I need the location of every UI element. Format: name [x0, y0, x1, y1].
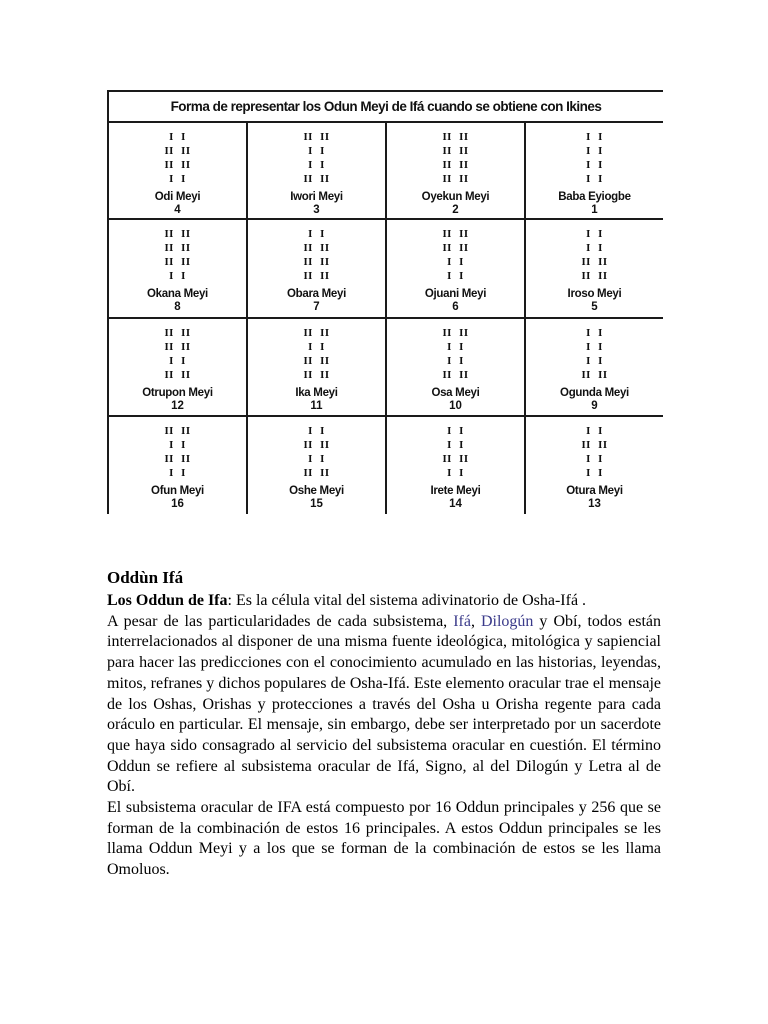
- odun-mark-line: I I: [586, 455, 603, 465]
- odun-mark-line: II II: [303, 371, 330, 381]
- link-dilogun[interactable]: Dilogún: [480, 612, 534, 630]
- odun-mark-line: II II: [442, 133, 469, 143]
- odun-mark-line: I I: [308, 343, 325, 353]
- odun-number: 2: [452, 204, 459, 216]
- odun-marks: [303, 327, 329, 383]
- odun-mark-line: I I: [308, 161, 325, 171]
- odun-mark-line: II II: [164, 371, 191, 381]
- odun-mark-line: I I: [586, 469, 603, 479]
- odun-mark-line: II II: [164, 343, 191, 353]
- paragraph-text: A pesar de las particularidades de cada subsistema,: [107, 612, 454, 630]
- odun-mark-line: II II: [442, 161, 469, 171]
- odun-number: 3: [313, 204, 320, 216]
- odun-cell: [526, 220, 663, 319]
- odun-mark-line: I I: [169, 175, 186, 185]
- odun-name: Oyekun Meyi: [421, 191, 490, 203]
- odun-marks: [164, 228, 190, 284]
- odun-number: 9: [591, 400, 598, 412]
- odun-mark-line: II II: [303, 357, 330, 367]
- odun-mark-line: I I: [447, 343, 464, 353]
- odun-mark-line: II II: [581, 371, 608, 381]
- odun-mark-line: I I: [447, 272, 464, 282]
- odun-cell: [109, 417, 248, 514]
- odun-mark-line: I I: [447, 441, 464, 451]
- odun-meyi-figure: [107, 90, 663, 514]
- odun-mark-line: I I: [308, 230, 325, 240]
- odun-mark-line: II II: [303, 258, 330, 268]
- odun-marks: [581, 327, 607, 383]
- odun-number: 7: [313, 301, 320, 313]
- odun-number: 14: [449, 498, 462, 510]
- odun-cell: [526, 123, 663, 220]
- odun-mark-line: II II: [303, 175, 330, 185]
- odun-mark-line: II II: [442, 371, 469, 381]
- odun-mark-line: I I: [169, 469, 186, 479]
- odun-mark-line: II II: [303, 469, 330, 479]
- odun-mark-line: I I: [169, 441, 186, 451]
- odun-mark-line: I I: [447, 357, 464, 367]
- odun-number: 4: [174, 204, 181, 216]
- odun-cell: [526, 319, 663, 417]
- odun-name: Iwori Meyi: [290, 191, 343, 203]
- odun-mark-line: II II: [164, 230, 191, 240]
- odun-mark-line: I I: [308, 427, 325, 437]
- odun-mark-line: I I: [586, 230, 603, 240]
- odun-mark-line: II II: [442, 147, 469, 157]
- odun-number: 1: [591, 204, 598, 216]
- odun-marks: [581, 228, 607, 284]
- odun-mark-line: I I: [586, 427, 603, 437]
- odun-mark-line: II II: [303, 244, 330, 254]
- odun-marks: [303, 131, 329, 187]
- odun-marks: [164, 327, 190, 383]
- odun-mark-line: I I: [586, 357, 603, 367]
- odun-number: 10: [449, 400, 462, 412]
- odun-marks: [164, 131, 190, 187]
- odun-marks: [586, 131, 603, 187]
- odun-marks: [303, 425, 329, 481]
- odun-number: 5: [591, 301, 598, 313]
- odun-mark-line: II II: [581, 272, 608, 282]
- paragraph-text: y Obí, todos están interrelacionados al disponer de una misma fuente ideológica, mitológica y sapiencial para hacer las predicciones con el conocimiento acumulado en las historias, leyendas, mitos, refranes y dichos populares de Osha-Ifá. Este elemento oracular trae el mensaje de los Oshas, Orishas y protecciones a través del Osha u Orisha regente para cada oráculo en particular. El mensaje, sin embargo, debe ser interpretado por un sacerdote que haya sido consagrado al servicio del subsistema oracular en cuestión. El término Oddun se refiere al subsistema oracular de Ifá, Signo, al del Dilogún y Letra al de Obí.: [107, 612, 662, 796]
- odun-number: 12: [171, 400, 184, 412]
- odun-mark-line: I I: [586, 161, 603, 171]
- odun-mark-line: II II: [442, 230, 469, 240]
- odun-marks: [303, 228, 329, 284]
- odun-number: 11: [310, 400, 323, 412]
- term-bold: Los Oddun de Ifa: [107, 592, 228, 609]
- document-body: [107, 566, 661, 881]
- odun-mark-line: II II: [164, 329, 191, 339]
- link-ifa[interactable]: Ifá: [453, 612, 471, 630]
- odun-number: 16: [171, 498, 184, 510]
- odun-mark-line: II II: [164, 244, 191, 254]
- odun-mark-line: II II: [442, 455, 469, 465]
- odun-cell: [526, 417, 663, 514]
- odun-mark-line: I I: [586, 244, 603, 254]
- odun-number: 8: [174, 301, 181, 313]
- odun-mark-line: II II: [164, 427, 191, 437]
- odun-name: Odi Meyi: [154, 191, 201, 203]
- body-paragraph: [107, 612, 661, 798]
- odun-name: Ojuani Meyi: [424, 288, 487, 300]
- odun-name: Otrupon Meyi: [142, 387, 213, 399]
- odun-mark-line: II II: [303, 133, 330, 143]
- body-paragraph-2: El subsistema oracular de IFA está compuesto por 16 Oddun principales y 256 que se forman de la combinación de estos 16 principales. A estos Oddun principales se les llama Oddun Meyi y a los que se forman de la combinación de estos se les llama Omoluos.: [107, 799, 661, 879]
- odun-mark-line: I I: [169, 133, 186, 143]
- odun-grid: [109, 123, 663, 514]
- odun-cell: [248, 417, 387, 514]
- odun-name: Obara Meyi: [287, 288, 346, 300]
- odun-mark-line: I I: [447, 258, 464, 268]
- definition-text: : Es la célula vital del sistema adivinatorio de Osha-Ifá .: [227, 592, 587, 609]
- odun-cell: [387, 123, 526, 220]
- odun-name: Ika Meyi: [295, 387, 338, 399]
- odun-cell: [387, 319, 526, 417]
- figure-title: Forma de representar los Odun Meyi de Ifá cuando se obtiene con Ikines: [109, 92, 663, 123]
- odun-number: 6: [452, 301, 459, 313]
- odun-mark-line: II II: [442, 244, 469, 254]
- odun-mark-line: I I: [308, 147, 325, 157]
- odun-mark-line: II II: [303, 272, 330, 282]
- odun-cell: [248, 220, 387, 319]
- odun-cell: [387, 220, 526, 319]
- odun-cell: [248, 319, 387, 417]
- definition-paragraph: [107, 591, 661, 612]
- odun-mark-line: II II: [581, 441, 608, 451]
- odun-name: Irete Meyi: [430, 485, 481, 497]
- odun-mark-line: II II: [303, 441, 330, 451]
- odun-mark-line: I I: [586, 343, 603, 353]
- odun-mark-line: II II: [442, 329, 469, 339]
- odun-mark-line: II II: [164, 147, 191, 157]
- odun-marks: [442, 425, 468, 481]
- odun-marks: [581, 425, 607, 481]
- odun-marks: [442, 327, 468, 383]
- odun-mark-line: II II: [164, 258, 191, 268]
- odun-mark-line: I I: [586, 329, 603, 339]
- odun-cell: [109, 319, 248, 417]
- odun-name: Ofun Meyi: [151, 485, 204, 497]
- odun-mark-line: II II: [581, 258, 608, 268]
- section-heading: Oddùn Ifá: [107, 568, 184, 587]
- odun-marks: [442, 131, 468, 187]
- odun-cell: [109, 220, 248, 319]
- odun-cell: [109, 123, 248, 220]
- odun-name: Otura Meyi: [566, 485, 623, 497]
- odun-name: Oshe Meyi: [289, 485, 344, 497]
- odun-mark-line: I I: [169, 357, 186, 367]
- odun-marks: [442, 228, 468, 284]
- odun-mark-line: II II: [303, 329, 330, 339]
- odun-mark-line: I I: [169, 272, 186, 282]
- odun-mark-line: I I: [586, 133, 603, 143]
- odun-mark-line: II II: [164, 161, 191, 171]
- odun-mark-line: II II: [442, 175, 469, 185]
- odun-number: 15: [310, 498, 323, 510]
- odun-name: Okana Meyi: [147, 288, 208, 300]
- odun-cell: [248, 123, 387, 220]
- odun-mark-line: I I: [447, 469, 464, 479]
- odun-name: Osa Meyi: [431, 387, 480, 399]
- odun-mark-line: I I: [308, 455, 325, 465]
- odun-mark-line: I I: [586, 147, 603, 157]
- odun-cell: [387, 417, 526, 514]
- odun-mark-line: I I: [586, 175, 603, 185]
- separator: ,: [470, 612, 481, 630]
- odun-number: 13: [588, 498, 601, 510]
- odun-mark-line: I I: [447, 427, 464, 437]
- odun-name: Ogunda Meyi: [560, 387, 629, 399]
- odun-name: Baba Eyiogbe: [558, 191, 631, 203]
- odun-name: Iroso Meyi: [567, 288, 622, 300]
- odun-mark-line: II II: [164, 455, 191, 465]
- odun-marks: [164, 425, 190, 481]
